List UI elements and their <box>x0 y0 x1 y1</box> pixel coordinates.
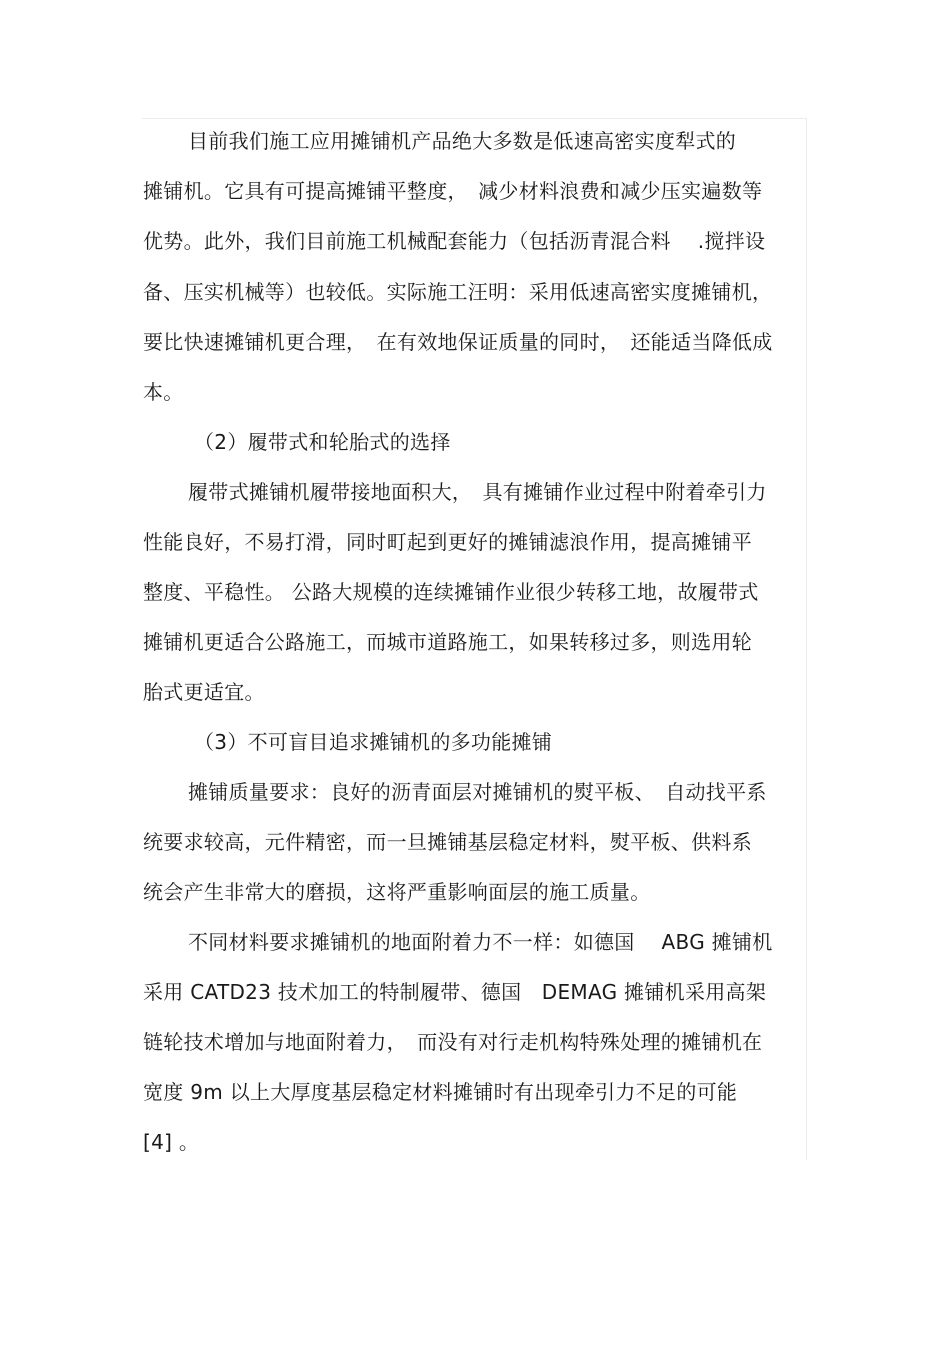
paragraph-4-line-4: 宽度 9m 以上大厚度基层稳定材料摊铺时有出现牵引力不足的可能 <box>143 1080 738 1104</box>
section-heading-3: （3）不可盲目追求摊铺机的多功能摊铺 <box>194 730 553 754</box>
paragraph-1-line-2: 摊铺机。它具有可提高摊铺平整度， 减少材料浪费和减少压实遍数等 <box>143 179 763 203</box>
paragraph-1-line-6: 本。 <box>143 380 184 404</box>
section-heading-2: （2）履带式和轮胎式的选择 <box>194 430 451 454</box>
paragraph-2-line-1: 履带式摊铺机履带接地面积大， 具有摊铺作业过程中附着牵引力 <box>188 480 767 504</box>
paragraph-2-line-4: 摊铺机更适合公路施工，而城市道路施工，如果转移过多，则选用轮 <box>143 630 752 654</box>
paragraph-1-line-1: 目前我们施工应用摊铺机产品绝大多数是低速高密实度犁式的 <box>188 129 737 153</box>
paragraph-1-line-4: 备、压实机械等）也较低。实际施工汪明：采用低速高密实度摊铺机， <box>143 280 773 304</box>
paragraph-4-line-1: 不同材料要求摊铺机的地面附着力不一样：如德国 ABG 摊铺机 <box>188 930 773 954</box>
citation-line: [4] 。 <box>143 1130 200 1154</box>
paragraph-2-line-2: 性能良好，不易打滑，同时町起到更好的摊铺滤浪作用，提高摊铺平 <box>143 530 752 554</box>
paragraph-4-line-3: 链轮技术增加与地面附着力， 而没有对行走机构特殊处理的摊铺机在 <box>143 1030 763 1054</box>
paragraph-3-line-3: 统会产生非常大的磨损，这将严重影响面层的施工质量。 <box>143 880 651 904</box>
paragraph-3-line-1: 摊铺质量要求：良好的沥青面层对摊铺机的熨平板、 自动找平系 <box>188 780 767 804</box>
paragraph-1-line-5: 要比快速摊铺机更合理， 在有效地保证质量的同时， 还能适当降低成 <box>143 330 773 354</box>
paragraph-2-line-5: 胎式更适宜。 <box>143 680 265 704</box>
paragraph-4-line-2: 采用 CATD23 技术加工的特制履带、德国 DEMAG 摊铺机采用高架 <box>143 980 767 1004</box>
paragraph-1-line-3: 优势。此外，我们目前施工机械配套能力（包括沥青混合料 .搅拌设 <box>143 229 766 253</box>
paragraph-3-line-2: 统要求较高，元件精密，而一旦摊铺基层稳定材料，熨平板、供料系 <box>143 830 752 854</box>
paragraph-2-line-3: 整度、平稳性。 公路大规模的连续摊铺作业很少转移工地，故履带式 <box>143 580 759 604</box>
